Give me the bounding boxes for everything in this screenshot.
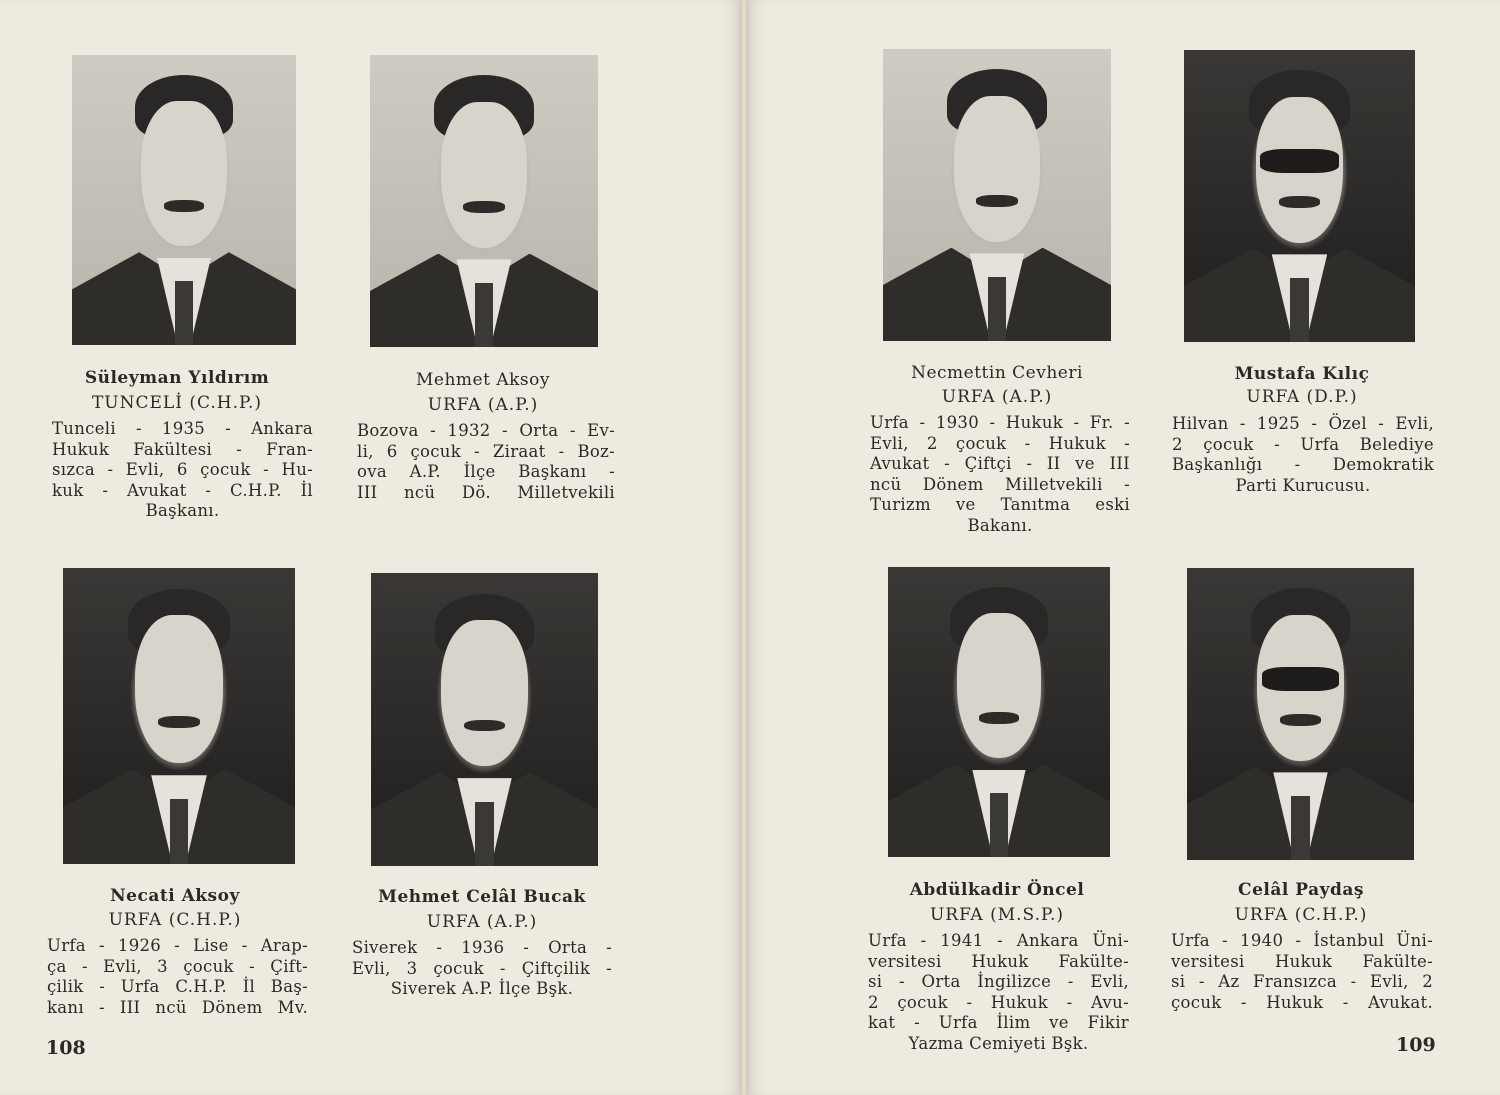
person-constituency-party: URFA (D.P.) — [1246, 387, 1358, 407]
person-name: Mustafa Kılıç — [1234, 364, 1370, 384]
person-name: Abdülkadir Öncel — [909, 880, 1085, 900]
person-biography: Siverek - 1936 - Orta - Evli, 3 çocuk - Çiftçilik - Siverek A.P. İlçe Bşk. — [352, 938, 612, 998]
person-biography: Urfa - 1940 - İstanbul Üni- versitesi Hukuk Fakülte- si - Az Fransızca - Evli, 2 çocuk - Hukuk - Avukat. — [1171, 931, 1433, 1012]
person-biography: Bozova - 1932 - Orta - Ev- li, 6 çocuk - Ziraat - Boz- ova A.P. İlçe Başkanı - III ncü Dö. Milletvekili — [357, 421, 615, 502]
person-constituency-party: URFA (A.P.) — [427, 395, 539, 415]
book-gutter — [740, 0, 748, 1095]
person-biography: Hilvan - 1925 - Özel - Evli, 2 çocuk - Urfa Belediye Başkanlığı - Demokratik Parti Kurucusu. — [1172, 414, 1434, 495]
portrait-photo — [888, 567, 1110, 857]
person-biography: Urfa - 1930 - Hukuk - Fr. - Evli, 2 çocuk - Hukuk - Avukat - Çiftçi - II ve III ncü Dönem Milletvekili - Turizm ve Tanıtma eski Bakanı. — [870, 413, 1130, 535]
person-biography: Urfa - 1926 - Lise - Arap- ça - Evli, 3 çocuk - Çift- çilik - Urfa C.H.P. İl Baş- kanı - III ncü Dönem Mv. — [47, 936, 308, 1017]
person-constituency-party: URFA (C.H.P.) — [108, 910, 242, 930]
person-name: Mehmet Aksoy — [416, 370, 550, 390]
person-constituency-party: URFA (A.P.) — [426, 912, 538, 932]
person-name: Celâl Paydaş — [1238, 880, 1364, 900]
person-name: Mehmet Celâl Bucak — [378, 887, 586, 907]
page-number: 109 — [1396, 1034, 1436, 1056]
person-biography: Urfa - 1941 - Ankara Üni- versitesi Hukuk Fakülte- si - Orta İngilizce - Evli, 2 çocuk - Hukuk - Avu- kat - Urfa İlim ve Fikir Yazma Cemiyeti Bşk. — [868, 931, 1129, 1053]
portrait-photo — [72, 55, 296, 345]
portrait-photo — [63, 568, 295, 864]
person-name: Süleyman Yıldırım — [84, 368, 270, 388]
person-constituency-party: URFA (C.H.P.) — [1234, 905, 1368, 925]
person-name: Necati Aksoy — [110, 886, 240, 906]
portrait-photo — [1184, 50, 1415, 342]
portrait-photo — [1187, 568, 1414, 860]
person-biography: Tunceli - 1935 - Ankara Hukuk Fakültesi - Fran- sızca - Evli, 6 çocuk - Hu- kuk - Avukat - C.H.P. İl Başkanı. — [52, 419, 313, 520]
portrait-photo — [371, 573, 598, 866]
person-name: Necmettin Cevheri — [911, 363, 1083, 383]
person-constituency-party: URFA (M.S.P.) — [929, 905, 1065, 925]
person-constituency-party: TUNCELİ (C.H.P.) — [91, 393, 263, 413]
page-number: 108 — [46, 1037, 86, 1059]
portrait-photo — [883, 49, 1111, 341]
person-constituency-party: URFA (A.P.) — [941, 387, 1053, 407]
portrait-photo — [370, 55, 598, 347]
